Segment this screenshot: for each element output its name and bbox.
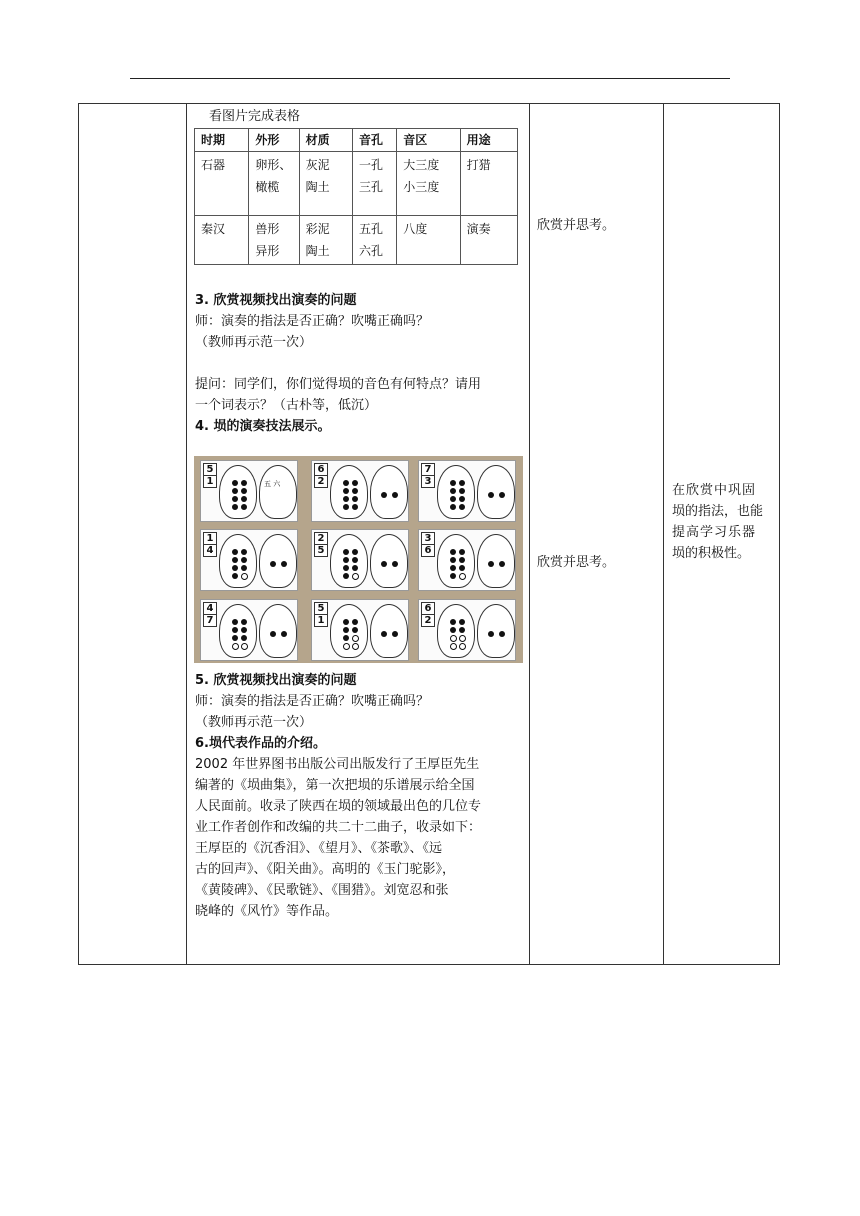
note-number-bottom: 5 xyxy=(317,545,325,556)
finger-hole-icon xyxy=(343,488,349,494)
finger-hole-icon xyxy=(232,557,238,563)
paragraph-line: 师：演奏的指法是否正确？吹嘴正确吗？ xyxy=(195,694,430,709)
note-number-bottom: 4 xyxy=(206,545,214,556)
finger-hole-icon xyxy=(343,573,349,579)
fingering-card xyxy=(200,529,298,591)
finger-hole-icon xyxy=(241,635,247,641)
note-number xyxy=(421,463,435,488)
finger-hole-icon xyxy=(352,557,358,563)
finger-hole-icon xyxy=(352,496,358,502)
paragraph-line: 晓峰的《风竹》等作品。 xyxy=(195,904,339,919)
finger-hole-icon xyxy=(343,480,349,486)
table-cell: 一孔 三孔 xyxy=(352,152,396,216)
section-heading: 4. 埙的演奏技法展示。 xyxy=(195,419,331,434)
paragraph-line: 王厚臣的《沉香泪》、《望月》、《茶歌》、《远 xyxy=(195,841,443,856)
finger-hole-icon xyxy=(450,573,456,579)
finger-hole-icon xyxy=(450,619,456,625)
ocarina-back-icon xyxy=(370,465,408,519)
finger-hole-icon xyxy=(450,480,456,486)
fingering-chart-photo xyxy=(194,456,523,663)
finger-hole-icon xyxy=(352,619,358,625)
note-number-bottom: 1 xyxy=(317,615,325,626)
finger-hole-icon xyxy=(241,573,248,580)
section-5 xyxy=(195,670,527,922)
note-number-bottom: 3 xyxy=(424,476,432,487)
table-cell: 彩泥 陶土 xyxy=(299,216,352,265)
finger-hole-icon xyxy=(450,496,456,502)
finger-hole-icon xyxy=(352,565,358,571)
ocarina-back-icon xyxy=(259,465,297,519)
note-number-top: 4 xyxy=(204,603,216,615)
works-paragraph xyxy=(195,754,527,922)
finger-hole-icon xyxy=(459,480,465,486)
thumb-hole-icon xyxy=(488,631,494,637)
thumb-hole-icon xyxy=(381,492,387,498)
paragraph-line: 提高学习乐器 xyxy=(672,525,757,540)
ocarina-back-icon xyxy=(259,604,297,658)
finger-hole-icon xyxy=(232,496,238,502)
note-number-bottom: 2 xyxy=(424,615,432,626)
ocarina-back-icon xyxy=(477,604,515,658)
finger-hole-icon xyxy=(450,565,456,571)
table-cell: 打猎 xyxy=(460,152,517,216)
finger-hole-icon xyxy=(450,504,456,510)
note-number-bottom: 2 xyxy=(317,476,325,487)
finger-hole-icon xyxy=(459,627,465,633)
table-cell: 五孔 六孔 xyxy=(352,216,396,265)
finger-hole-icon xyxy=(241,619,247,625)
finger-hole-icon xyxy=(450,643,457,650)
finger-hole-icon xyxy=(450,488,456,494)
finger-hole-icon xyxy=(232,627,238,633)
finger-hole-icon xyxy=(232,643,239,650)
design-intent xyxy=(672,480,776,564)
note-number xyxy=(203,532,217,557)
table-cell: 卵形、 橄榄 xyxy=(249,152,299,216)
paragraph-line: 在欣赏中巩固 xyxy=(672,483,757,498)
col-header: 外形 xyxy=(249,129,299,152)
table-cell: 秦汉 xyxy=(195,216,249,265)
table-row xyxy=(195,152,518,216)
finger-hole-icon xyxy=(459,619,465,625)
thumb-hole-icon xyxy=(488,492,494,498)
finger-hole-icon xyxy=(241,557,247,563)
finger-hole-icon xyxy=(352,635,359,642)
column-divider xyxy=(529,104,530,964)
finger-hole-icon xyxy=(232,504,238,510)
column-divider xyxy=(663,104,664,964)
paragraph-line: 业工作者创作和改编的共二十二曲子，收录如下： xyxy=(195,820,482,835)
note-number xyxy=(203,602,217,627)
table-header-row xyxy=(195,129,518,152)
finger-hole-icon xyxy=(241,480,247,486)
table-row xyxy=(195,216,518,265)
ocarina-hole-marks: 五 六 xyxy=(264,480,281,488)
thumb-hole-icon xyxy=(381,631,387,637)
note-number-top: 6 xyxy=(422,603,434,615)
note-number-top: 6 xyxy=(315,464,327,476)
note-number xyxy=(203,463,217,488)
table-cell: 灰泥 陶土 xyxy=(299,152,352,216)
ocarina-front-icon xyxy=(219,465,257,519)
finger-hole-icon xyxy=(232,565,238,571)
table-cell: 演奏 xyxy=(460,216,517,265)
fingering-card xyxy=(418,599,516,661)
thumb-hole-icon xyxy=(488,561,494,567)
finger-hole-icon xyxy=(241,504,247,510)
finger-hole-icon xyxy=(241,643,248,650)
header-rule xyxy=(130,78,730,79)
note-number-top: 3 xyxy=(422,533,434,545)
thumb-hole-icon xyxy=(499,492,505,498)
thumb-hole-icon xyxy=(270,631,276,637)
thumb-hole-icon xyxy=(392,631,398,637)
ocarina-front-icon xyxy=(330,465,368,519)
note-number xyxy=(421,602,435,627)
thumb-hole-icon xyxy=(281,561,287,567)
ocarina-back-icon xyxy=(477,465,515,519)
note-number-top: 1 xyxy=(204,533,216,545)
paragraph-line: 人民面前。收录了陕西在埙的领域最出色的几位专 xyxy=(195,799,482,814)
finger-hole-icon xyxy=(343,635,349,641)
column-divider xyxy=(186,104,187,964)
finger-hole-icon xyxy=(241,549,247,555)
note-number-top: 7 xyxy=(422,464,434,476)
fingering-card xyxy=(418,529,516,591)
finger-hole-icon xyxy=(459,557,465,563)
finger-hole-icon xyxy=(450,635,457,642)
thumb-hole-icon xyxy=(499,631,505,637)
student-activity: 欣赏并思考。 xyxy=(537,555,616,570)
thumb-hole-icon xyxy=(381,561,387,567)
fingering-card xyxy=(311,599,409,661)
col-header: 音孔 xyxy=(352,129,396,152)
thumb-hole-icon xyxy=(281,631,287,637)
paragraph-line: 2002 年世界图书出版公司出版发行了王厚臣先生 xyxy=(195,757,480,772)
ocarina-front-icon xyxy=(330,604,368,658)
thumb-hole-icon xyxy=(392,561,398,567)
section-3 xyxy=(195,290,527,437)
finger-hole-icon xyxy=(343,619,349,625)
note-number-bottom: 1 xyxy=(206,476,214,487)
note-number-bottom: 6 xyxy=(424,545,432,556)
ocarina-front-icon xyxy=(437,534,475,588)
finger-hole-icon xyxy=(352,627,358,633)
finger-hole-icon xyxy=(459,549,465,555)
table-cell: 八度 xyxy=(397,216,460,265)
ocarina-front-icon xyxy=(219,534,257,588)
finger-hole-icon xyxy=(352,480,358,486)
finger-hole-icon xyxy=(459,565,465,571)
note-number-bottom: 7 xyxy=(206,615,214,626)
finger-hole-icon xyxy=(352,573,359,580)
finger-hole-icon xyxy=(459,496,465,502)
finger-hole-icon xyxy=(241,488,247,494)
thumb-hole-icon xyxy=(270,561,276,567)
fingering-card xyxy=(200,460,298,522)
finger-hole-icon xyxy=(450,557,456,563)
finger-hole-icon xyxy=(241,627,247,633)
note-number xyxy=(314,463,328,488)
paragraph-line: 师：演奏的指法是否正确？吹嘴正确吗？ xyxy=(195,314,430,329)
paragraph-line: 编著的《埙曲集》，第一次把埙的乐谱展示给全国 xyxy=(195,778,475,793)
col-header: 材质 xyxy=(299,129,352,152)
paragraph-line: 埙的指法，也能 xyxy=(672,504,764,519)
finger-hole-icon xyxy=(352,504,358,510)
finger-hole-icon xyxy=(232,488,238,494)
finger-hole-icon xyxy=(343,557,349,563)
lesson-table xyxy=(78,103,780,965)
section-heading: 3. 欣赏视频找出演奏的问题 xyxy=(195,293,357,308)
paragraph-line: 提问：同学们，你们觉得埙的音色有何特点？请用 xyxy=(195,377,482,392)
finger-hole-icon xyxy=(241,496,247,502)
fingering-card xyxy=(311,529,409,591)
col-header: 时期 xyxy=(195,129,249,152)
finger-hole-icon xyxy=(343,565,349,571)
note-number-top: 5 xyxy=(315,603,327,615)
finger-hole-icon xyxy=(459,635,466,642)
note-number xyxy=(421,532,435,557)
finger-hole-icon xyxy=(232,635,238,641)
finger-hole-icon xyxy=(450,549,456,555)
ocarina-back-icon xyxy=(259,534,297,588)
note-number-top: 2 xyxy=(315,533,327,545)
instrument-table xyxy=(194,128,518,265)
section-heading: 6.埙代表作品的介绍。 xyxy=(195,736,326,751)
ocarina-back-icon xyxy=(370,534,408,588)
finger-hole-icon xyxy=(352,488,358,494)
note-number-top: 5 xyxy=(204,464,216,476)
finger-hole-icon xyxy=(352,549,358,555)
ocarina-front-icon xyxy=(437,604,475,658)
paragraph-line: 一个词表示？（古朴等，低沉） xyxy=(195,398,378,413)
paragraph-line: （教师再示范一次） xyxy=(195,715,313,730)
table-cell: 大三度 小三度 xyxy=(397,152,460,216)
paragraph-line: （教师再示范一次） xyxy=(195,335,313,350)
paragraph-line: 古的回声》、《阳关曲》。高明的《玉门驼影》， xyxy=(195,862,456,877)
paragraph-line: 埙的积极性。 xyxy=(672,546,751,561)
finger-hole-icon xyxy=(232,619,238,625)
finger-hole-icon xyxy=(343,549,349,555)
finger-hole-icon xyxy=(352,643,359,650)
table-intro: 看图片完成表格 xyxy=(209,109,301,124)
finger-hole-icon xyxy=(459,488,465,494)
finger-hole-icon xyxy=(232,573,238,579)
note-number xyxy=(314,532,328,557)
fingering-card xyxy=(418,460,516,522)
thumb-hole-icon xyxy=(392,492,398,498)
ocarina-back-icon xyxy=(370,604,408,658)
ocarina-front-icon xyxy=(437,465,475,519)
finger-hole-icon xyxy=(450,627,456,633)
ocarina-front-icon xyxy=(330,534,368,588)
finger-hole-icon xyxy=(459,643,466,650)
note-number xyxy=(314,602,328,627)
finger-hole-icon xyxy=(343,504,349,510)
paragraph-line: 《黄陵碑》、《民歌链》、《围猎》。刘宽忍和张 xyxy=(195,883,449,898)
table-cell: 石器 xyxy=(195,152,249,216)
ocarina-front-icon xyxy=(219,604,257,658)
finger-hole-icon xyxy=(459,573,466,580)
table-cell: 兽形 异形 xyxy=(249,216,299,265)
fingering-card xyxy=(200,599,298,661)
student-activity: 欣赏并思考。 xyxy=(537,218,616,233)
thumb-hole-icon xyxy=(499,561,505,567)
ocarina-back-icon xyxy=(477,534,515,588)
fingering-card xyxy=(311,460,409,522)
finger-hole-icon xyxy=(343,627,349,633)
finger-hole-icon xyxy=(232,549,238,555)
finger-hole-icon xyxy=(232,480,238,486)
col-header: 音区 xyxy=(397,129,460,152)
finger-hole-icon xyxy=(459,504,465,510)
finger-hole-icon xyxy=(343,496,349,502)
finger-hole-icon xyxy=(343,643,350,650)
col-header: 用途 xyxy=(460,129,517,152)
finger-hole-icon xyxy=(241,565,247,571)
section-heading: 5. 欣赏视频找出演奏的问题 xyxy=(195,673,357,688)
